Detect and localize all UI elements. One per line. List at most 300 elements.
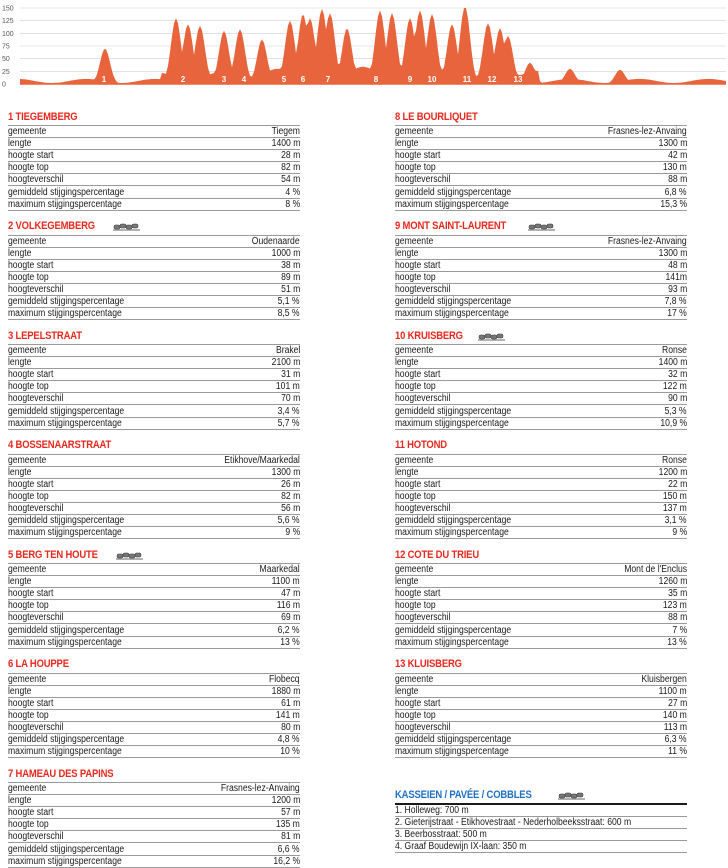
climb-title: [395, 219, 687, 234]
stat-row-hoogte-top: [8, 819, 300, 831]
stat-value: 141m: [665, 271, 687, 283]
stat-value: 7 %: [672, 624, 687, 636]
stat-value: 6,6 %: [278, 843, 300, 855]
stat-label: lengte: [8, 795, 32, 807]
profile-tick-label: 25: [2, 68, 10, 76]
cobbles-item-text: 3. Beerbosstraat: 500 m: [395, 829, 487, 840]
stat-row-hoogte-top: [8, 162, 300, 174]
stat-label: lengte: [395, 576, 419, 588]
stat-value: 70 m: [280, 393, 300, 405]
stat-row-hoogteverschil: [8, 174, 300, 186]
stat-row-lengte: [8, 795, 300, 807]
stat-row-lengte: [8, 686, 300, 698]
climb-title-text: 4 BOSSENAARSTRAAT: [8, 439, 112, 451]
stat-label: gemeente: [395, 454, 434, 466]
profile-tick-label: 50: [2, 56, 10, 64]
profile-tick-label: 150: [2, 5, 14, 13]
stat-label: hoogte top: [8, 600, 49, 612]
stat-value: 3,1 %: [665, 515, 687, 527]
stat-row-hoogte-top: [8, 600, 300, 612]
stat-label: lengte: [8, 357, 32, 369]
stat-row-gemeente: [8, 782, 300, 795]
stat-row-gemeente: [8, 673, 300, 686]
stat-row-lengte: [395, 357, 687, 369]
climb-title: [395, 547, 687, 562]
profile-climb-marker: 3: [221, 75, 227, 84]
stat-value: 31 m: [280, 369, 300, 381]
stat-label: gemeente: [395, 345, 434, 357]
stat-row-gemiddeld: [8, 624, 300, 636]
stat-row-hoogte-start: [8, 807, 300, 819]
stat-label: gemeente: [8, 564, 47, 576]
climb-title: [395, 109, 687, 124]
stat-row-gemeente: [395, 673, 687, 686]
profile-tick-label: 0: [2, 81, 6, 89]
stat-label: lengte: [8, 138, 32, 150]
cobbles-icon: [478, 331, 506, 341]
stat-label: hoogte start: [395, 369, 441, 381]
climb-title: [8, 219, 300, 234]
stat-value: 90 m: [667, 393, 687, 405]
stat-value: 82 m: [280, 490, 300, 502]
profile-climb-marker: 5: [281, 75, 287, 84]
cobbles-title-text: KASSEIEN / PAVÉE / COBBLES: [395, 788, 532, 801]
stat-label: gemiddeld stijgingspercentage: [395, 296, 512, 308]
stat-row-lengte: [395, 686, 687, 698]
stat-row-maximum: [8, 199, 300, 211]
profile-climb-marker: 10: [427, 75, 437, 84]
climb-block: [8, 219, 300, 321]
stat-row-gemeente: [395, 563, 687, 576]
stat-value: 3,4 %: [278, 405, 300, 417]
stat-label: maximum stijgingspercentage: [395, 527, 509, 539]
stat-label: gemiddeld stijgingspercentage: [395, 624, 512, 636]
stat-label: hoogte top: [8, 709, 49, 721]
stat-row-hoogte-start: [8, 479, 300, 491]
cobbles-section: [395, 787, 687, 853]
stat-value: 135 m: [276, 819, 300, 831]
stat-row-hoogte-top: [8, 710, 300, 722]
stat-label: gemeente: [8, 454, 47, 466]
stat-value: Oudenaarde: [252, 235, 300, 247]
stat-row-gemiddeld: [395, 734, 687, 746]
stat-row-hoogte-top: [395, 381, 687, 393]
stat-row-hoogteverschil: [8, 722, 300, 734]
climb-block: [8, 438, 300, 540]
stat-value: 6,2 %: [278, 624, 300, 636]
stat-value: 69 m: [280, 612, 300, 624]
stat-row-gemiddeld: [8, 843, 300, 855]
climb-title-text: 6 LA HOUPPE: [8, 658, 69, 670]
stat-label: hoogte start: [8, 807, 54, 819]
stat-label: gemiddeld stijgingspercentage: [8, 515, 125, 527]
stat-label: lengte: [8, 576, 32, 588]
stat-label: hoogte top: [395, 600, 436, 612]
stat-value: 5,7 %: [278, 417, 300, 429]
cobbles-title: [395, 787, 687, 802]
stat-row-hoogte-start: [395, 150, 687, 162]
climb-block: [395, 547, 687, 649]
cobbles-list-item: [395, 841, 687, 853]
climb-block: [8, 328, 300, 430]
stat-row-hoogte-start: [395, 588, 687, 600]
stat-value: 51 m: [280, 283, 300, 295]
profile-climb-marker: 12: [487, 75, 497, 84]
cobbles-icon: [113, 221, 141, 231]
climb-block: [395, 109, 687, 211]
cobbles-item-text: 4. Graaf Boudewijn IX-laan: 350 m: [395, 841, 527, 852]
stat-row-maximum: [395, 418, 687, 430]
stat-value: 4,8 %: [278, 734, 300, 746]
stat-row-hoogte-start: [8, 698, 300, 710]
stat-value: 10,9 %: [660, 417, 687, 429]
stat-label: gemiddeld stijgingspercentage: [395, 405, 512, 417]
stat-label: hoogte top: [395, 381, 436, 393]
stat-label: lengte: [8, 685, 32, 697]
stat-row-hoogte-top: [395, 272, 687, 284]
stat-row-gemiddeld: [8, 405, 300, 417]
stat-row-gemeente: [395, 344, 687, 357]
stat-value: 22 m: [667, 478, 687, 490]
stat-row-maximum: [8, 637, 300, 649]
stat-value: 116 m: [276, 600, 300, 612]
stat-label: hoogte top: [8, 490, 49, 502]
stat-row-hoogte-start: [8, 588, 300, 600]
stat-label: hoogte start: [8, 588, 54, 600]
stat-row-gemeente: [395, 235, 687, 248]
stat-row-hoogteverschil: [8, 831, 300, 843]
stat-row-hoogteverschil: [395, 174, 687, 186]
stat-label: hoogte top: [8, 271, 49, 283]
profile-climb-marker: 2: [180, 75, 186, 84]
stat-label: maximum stijgingspercentage: [395, 308, 509, 320]
stat-label: gemiddeld stijgingspercentage: [8, 186, 125, 198]
stat-label: hoogte top: [8, 381, 49, 393]
stat-row-lengte: [8, 576, 300, 588]
stat-row-gemeente: [8, 125, 300, 138]
stat-row-hoogte-start: [395, 698, 687, 710]
stat-value: 141 m: [276, 709, 300, 721]
stat-label: lengte: [395, 138, 419, 150]
stat-value: 1200 m: [658, 466, 687, 478]
stat-value: Frasnes-lez-Anvaing: [608, 126, 687, 138]
stat-value: 6,8 %: [665, 186, 687, 198]
stat-value: 123 m: [663, 600, 687, 612]
stat-label: gemeente: [8, 673, 47, 685]
profile-tick-label: 75: [2, 43, 10, 51]
stat-label: hoogte start: [8, 697, 54, 709]
climb-title-text: 2 VOLKEGEMBERG: [8, 220, 95, 232]
climb-title-text: 7 HAMEAU DES PAPINS: [8, 767, 114, 780]
stat-value: 122 m: [663, 381, 687, 393]
stat-label: hoogteverschil: [395, 502, 451, 514]
stat-value: 47 m: [280, 588, 300, 600]
stat-value: 28 m: [280, 150, 300, 162]
stat-value: Frasnes-lez-Anvaing: [221, 783, 300, 795]
stat-value: 9 %: [672, 527, 687, 539]
stat-value: 42 m: [667, 150, 687, 162]
stat-label: maximum stijgingspercentage: [395, 636, 509, 648]
stat-row-lengte: [395, 467, 687, 479]
stat-label: gemeente: [8, 126, 47, 138]
stat-value: 1880 m: [271, 685, 300, 697]
stat-row-hoogte-top: [395, 162, 687, 174]
stat-label: hoogte top: [395, 162, 436, 174]
cobbles-list-item: [395, 829, 687, 841]
stat-value: 150 m: [663, 490, 687, 502]
stat-label: maximum stijgingspercentage: [8, 746, 122, 758]
stat-value: 1200 m: [271, 795, 300, 807]
stat-label: gemeente: [8, 235, 47, 247]
stat-row-gemiddeld: [8, 515, 300, 527]
stat-row-hoogteverschil: [8, 393, 300, 405]
stat-value: 81 m: [280, 831, 300, 843]
stat-value: 13 %: [280, 636, 300, 648]
stat-value: 1300 m: [658, 138, 687, 150]
climb-title-text: 13 KLUISBERG: [395, 658, 462, 670]
stat-value: 57 m: [280, 807, 300, 819]
stat-row-hoogteverschil: [395, 393, 687, 405]
climb-title: [395, 328, 687, 343]
stat-label: hoogte start: [395, 588, 441, 600]
stat-value: 11 %: [668, 746, 687, 758]
stat-label: gemiddeld stijgingspercentage: [8, 734, 125, 746]
stat-row-hoogte-start: [8, 369, 300, 381]
stat-label: hoogteverschil: [395, 721, 451, 733]
stat-label: hoogte top: [395, 490, 436, 502]
stat-value: Ronse: [662, 345, 687, 357]
stat-value: 1300 m: [271, 466, 300, 478]
stat-row-gemeente: [8, 235, 300, 248]
climb-block: [395, 438, 687, 540]
stat-value: 93 m: [667, 283, 687, 295]
stat-label: lengte: [395, 466, 419, 478]
stat-value: 9 %: [285, 527, 300, 539]
stat-value: 54 m: [280, 174, 300, 186]
cobbles-item-text: 1. Holleweg: 700 m: [395, 805, 469, 816]
profile-climb-marker: 1: [101, 75, 107, 84]
stat-label: gemiddeld stijgingspercentage: [395, 186, 512, 198]
stat-value: 27 m: [667, 697, 687, 709]
stat-value: 88 m: [667, 174, 687, 186]
stat-row-gemiddeld: [395, 405, 687, 417]
stat-value: 15,3 %: [660, 198, 687, 210]
stat-row-hoogte-top: [395, 491, 687, 503]
stat-value: 4 %: [285, 186, 300, 198]
stat-row-maximum: [8, 308, 300, 320]
climb-title-text: 5 BERG TEN HOUTE: [8, 548, 98, 561]
profile-tick-label: 100: [2, 30, 14, 38]
stat-label: gemeente: [8, 345, 47, 357]
stat-row-maximum: [395, 746, 687, 758]
stat-value: 5,1 %: [278, 296, 300, 308]
stat-value: 1300 m: [658, 247, 687, 259]
climb-title-text: 8 LE BOURLIQUET: [395, 110, 478, 123]
stat-label: hoogte start: [8, 150, 54, 162]
stat-value: 32 m: [667, 369, 687, 381]
climb-title-text: 11 HOTOND: [395, 439, 447, 451]
stat-row-lengte: [8, 248, 300, 260]
stat-label: maximum stijgingspercentage: [8, 417, 122, 429]
climb-title: [395, 657, 687, 672]
climb-block: [8, 547, 300, 649]
stat-label: gemeente: [395, 673, 434, 685]
climb-title-text: 1 TIEGEMBERG: [8, 110, 78, 123]
stat-label: lengte: [395, 247, 419, 259]
stat-row-hoogteverschil: [395, 612, 687, 624]
stat-value: 89 m: [280, 271, 300, 283]
stat-row-maximum: [8, 527, 300, 539]
stat-value: 130 m: [663, 162, 687, 174]
stat-row-hoogteverschil: [8, 612, 300, 624]
stat-row-gemiddeld: [8, 734, 300, 746]
stat-row-gemeente: [395, 125, 687, 138]
cobbles-item-text: 2. Gieterijstraat - Etikhovestraat - Nederholbeeksstraat: 600 m: [395, 817, 632, 828]
stat-value: 7,8 %: [665, 296, 687, 308]
stat-row-lengte: [8, 357, 300, 369]
stat-label: hoogte start: [395, 259, 441, 271]
cobbles-list-item: [395, 817, 687, 829]
stat-value: 8 %: [285, 198, 300, 210]
stat-row-hoogteverschil: [8, 284, 300, 296]
stat-label: hoogteverschil: [395, 612, 451, 624]
stat-label: hoogte top: [395, 709, 436, 721]
stat-label: hoogteverschil: [8, 502, 64, 514]
climb-title: [8, 109, 300, 124]
climb-block: [395, 328, 687, 430]
stat-value: 16,2 %: [273, 855, 300, 867]
stat-value: 8,5 %: [278, 308, 300, 320]
stat-row-hoogte-start: [395, 479, 687, 491]
stat-label: gemiddeld stijgingspercentage: [8, 405, 125, 417]
stat-value: Frasnes-lez-Anvaing: [608, 235, 687, 247]
stat-value: 80 m: [280, 721, 300, 733]
climb-title: [8, 438, 300, 453]
stat-row-hoogteverschil: [395, 503, 687, 515]
stat-value: 1400 m: [271, 138, 300, 150]
stat-label: maximum stijgingspercentage: [8, 636, 122, 648]
cobbles-list: [395, 805, 687, 853]
stat-value: 17 %: [667, 308, 687, 320]
stat-label: hoogte top: [8, 162, 49, 174]
climb-block: [8, 766, 300, 868]
stat-row-maximum: [8, 418, 300, 430]
stat-row-maximum: [395, 637, 687, 649]
stat-label: hoogteverschil: [395, 283, 451, 295]
climb-title-text: 12 COTE DU TRIEU: [395, 548, 479, 561]
stat-row-hoogte-start: [8, 150, 300, 162]
stat-label: hoogte start: [395, 478, 441, 490]
stat-label: hoogte top: [395, 271, 436, 283]
stat-row-maximum: [395, 199, 687, 211]
stat-row-gemeente: [395, 454, 687, 467]
stat-value: Maarkedal: [259, 564, 300, 576]
stat-row-lengte: [8, 467, 300, 479]
stat-value: 1400 m: [658, 357, 687, 369]
stat-value: 38 m: [280, 259, 300, 271]
stat-value: 113 m: [663, 721, 687, 733]
stat-row-gemeente: [8, 563, 300, 576]
profile-climb-marker: 11: [462, 75, 472, 84]
stat-value: 137 m: [663, 502, 687, 514]
stat-row-gemiddeld: [8, 186, 300, 198]
stat-label: hoogteverschil: [395, 174, 451, 186]
stat-value: 2100 m: [271, 357, 300, 369]
stat-label: maximum stijgingspercentage: [395, 746, 509, 758]
climb-title: [8, 328, 300, 343]
stat-label: hoogteverschil: [8, 831, 64, 843]
climb-block: [395, 219, 687, 321]
stat-label: gemiddeld stijgingspercentage: [395, 734, 512, 746]
stat-value: 5,6 %: [278, 515, 300, 527]
stat-row-hoogte-start: [395, 260, 687, 272]
stat-row-gemiddeld: [395, 624, 687, 636]
climb-title-text: 3 LEPELSTRAAT: [8, 329, 82, 342]
stat-label: lengte: [8, 466, 32, 478]
stat-label: hoogteverschil: [8, 174, 64, 186]
stat-row-hoogte-top: [8, 491, 300, 503]
stat-label: maximum stijgingspercentage: [8, 308, 122, 320]
climb-title-text: 10 KRUISBERG: [395, 329, 463, 342]
stat-label: gemeente: [8, 783, 47, 795]
stat-row-hoogte-top: [395, 710, 687, 722]
stat-value: 26 m: [280, 478, 300, 490]
profile-climb-marker: 8: [373, 75, 379, 84]
stat-row-gemeente: [8, 344, 300, 357]
stat-label: lengte: [8, 247, 32, 259]
stat-label: hoogteverschil: [8, 283, 64, 295]
stat-value: 61 m: [280, 697, 300, 709]
stat-row-gemiddeld: [395, 186, 687, 198]
stat-label: maximum stijgingspercentage: [395, 417, 509, 429]
stat-row-hoogte-top: [8, 381, 300, 393]
stat-row-maximum: [395, 308, 687, 320]
stat-value: Ronse: [662, 454, 687, 466]
stat-row-maximum: [8, 746, 300, 758]
stat-row-gemeente: [8, 454, 300, 467]
stat-value: 140 m: [663, 709, 687, 721]
elevation-profile-chart: [0, 0, 728, 92]
stat-row-lengte: [395, 138, 687, 150]
climb-title-text: 9 MONT SAINT-LAURENT: [395, 220, 507, 232]
stat-label: maximum stijgingspercentage: [8, 855, 122, 867]
profile-climb-marker: 6: [300, 75, 306, 84]
stat-label: gemeente: [395, 564, 434, 576]
stat-label: hoogte top: [8, 819, 49, 831]
stat-row-hoogteverschil: [395, 284, 687, 296]
stat-value: 1000 m: [271, 247, 300, 259]
cobbles-list-item: [395, 805, 687, 817]
stat-value: 13 %: [667, 636, 687, 648]
profile-tick-label: 125: [2, 18, 14, 26]
stat-value: 101 m: [276, 381, 300, 393]
stat-row-gemiddeld: [395, 296, 687, 308]
stat-value: Brakel: [275, 345, 300, 357]
stat-value: 88 m: [667, 612, 687, 624]
stat-value: 1100 m: [271, 576, 300, 588]
profile-climb-marker: 13: [513, 75, 523, 84]
stat-label: lengte: [395, 685, 419, 697]
cobbles-icon: [116, 550, 144, 560]
climb-title: [8, 766, 300, 781]
stat-value: 82 m: [280, 162, 300, 174]
stat-label: gemiddeld stijgingspercentage: [8, 296, 125, 308]
stat-label: maximum stijgingspercentage: [395, 198, 509, 210]
stat-row-gemiddeld: [395, 515, 687, 527]
stat-label: hoogteverschil: [8, 393, 64, 405]
stat-row-hoogte-start: [395, 369, 687, 381]
climb-block: [395, 657, 687, 759]
